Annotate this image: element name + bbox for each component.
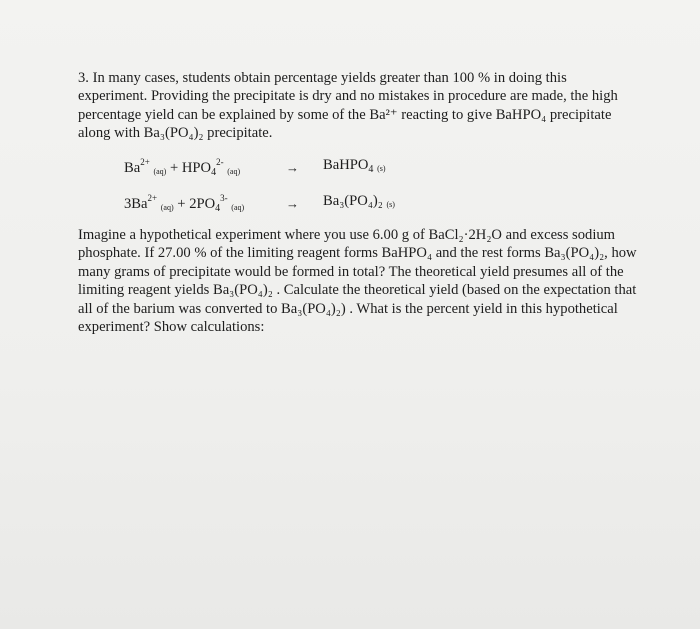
eq2-product: Ba₃(PO₄)₂	[323, 193, 383, 209]
equation-2-reactants	[124, 193, 244, 214]
equation-1-product	[323, 157, 386, 175]
eq1-reactant2: HPO	[181, 160, 212, 176]
eq1-reactant1-state: (aq)	[153, 167, 167, 176]
eq1-reactant2-sub: 4	[211, 167, 217, 178]
eq2-product-state: (s)	[386, 200, 395, 209]
eq2-reactant1-state: (aq)	[160, 203, 174, 212]
equation-2-product	[323, 193, 395, 210]
eq1-product-state: (s)	[377, 164, 386, 173]
eq2-reactant2: 2PO	[189, 196, 216, 212]
eq1-reactant1: Ba	[124, 160, 141, 176]
problem-intro: 3. In many cases, students obtain percentage yields greater than 100 % in doing this experiment. Providing the precipitate is dry and no mistakes in procedure are made, the high percentage yield can be explained by some of the Ba²⁺ reacting to give BaHPO₄ precipitate along with Ba₃(PO₄)₂ precipitate.	[78, 70, 618, 142]
eq2-plus: +	[177, 196, 186, 212]
eq2-arrow-icon: →	[286, 196, 299, 211]
eq2-reactant2-charge: 3-	[220, 193, 228, 203]
eq1-reactant2-state: (aq)	[227, 167, 241, 176]
eq1-arrow-icon: →	[286, 160, 299, 175]
eq2-reactant1-charge: 2+	[147, 193, 158, 203]
eq1-reactant2-charge: 2-	[216, 157, 224, 167]
eq2-reactant1: 3Ba	[124, 196, 148, 212]
eq1-product: BaHPO	[323, 157, 369, 173]
equation-1-reactants	[124, 157, 240, 178]
eq1-reactant1-charge: 2+	[140, 157, 150, 167]
problem-question: Imagine a hypothetical experiment where you use 6.00 g of BaCl₂·2H₂O and excess sodium phosphate. If 27.00 % of the limiting reagent forms BaHPO₄ and the rest forms Ba₃(PO₄)₂, how many grams of precipitate would be formed in total? The theoretical yield presumes all of the limiting reagent yields Ba₃(PO₄)₂ . Calculate the theoretical yield (based on the expectation that all of the barium was converted to Ba₃(PO₄)₂) . What is the percent yield in this hypothetical experiment? Show calculations:	[78, 227, 637, 336]
eq1-plus: +	[170, 160, 179, 176]
eq2-reactant2-state: (aq)	[231, 203, 245, 212]
eq1-product-sub: 4	[368, 164, 374, 175]
eq2-reactant2-sub: 4	[215, 203, 221, 214]
